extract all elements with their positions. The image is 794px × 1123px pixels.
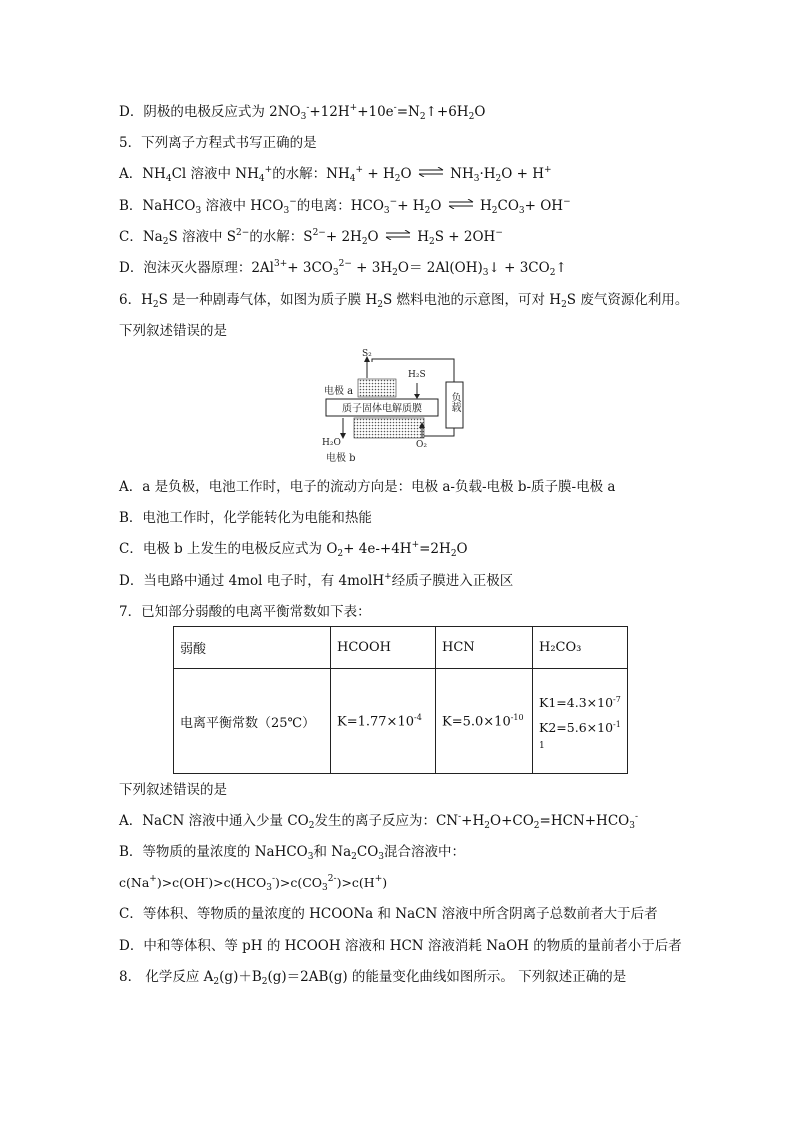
q6-stem-2: 下列叙述错误的是 — [119, 323, 227, 339]
q5-option-b: B．NaHCO$_3$ 溶液中 $HCO_3^-$的电离：$HCO_3^-+ H_2O$ $H_2CO_3+ OH^-$ — [119, 197, 571, 216]
q5-option-a: A．$NH_4Cl$ 溶液中 $NH_4^+$的水解：$NH_4^+ + H_2O$ $NH_3\cdot H_2O + H^+$ — [119, 165, 552, 184]
table-header-cell: HCN — [436, 627, 533, 669]
q7-option-b: B．等物质的量浓度的 NaHCO$_3$和 $Na_2CO_3$混合溶液中： — [119, 844, 466, 862]
q7-option-b-inequality: $c(Na^+)>c(OH^-)>c(HCO_3^-)>c(CO_3^{2-})>c(H^+)$ — [119, 874, 388, 893]
h2s-label: H₂S — [408, 370, 426, 380]
s2-label: S₂ — [362, 349, 372, 359]
q6-stem: 6．$H_2S$ 是一种剧毒气体，如图为质子膜 $H_2S$ 燃料电池的示意图，可对 $H_2S$ 废气资源化利用。 — [119, 292, 689, 310]
q6-option-c: C．电极 b 上发生的电极反应式为 $O_2+ 4e-+4H^+=2H_2O$ — [119, 540, 468, 559]
q7-stem: 7．已知部分弱酸的电离平衡常数如下表： — [119, 604, 371, 620]
load-label: 负载 — [449, 392, 460, 412]
equilibrium-arrow-icon — [385, 230, 411, 240]
q7-stem-2: 下列叙述错误的是 — [119, 782, 227, 798]
q5-stem: 5．下列离子方程式书写正确的是 — [119, 135, 317, 151]
h2o-label: H₂O — [322, 438, 341, 448]
q4-option-d: D．阴极的电极反应式为 $2NO_3^-+12H^++10e^-=N_2↑+6H_2O$ — [119, 103, 486, 122]
table-row — [174, 669, 628, 774]
equilibrium-arrow-icon — [448, 199, 474, 209]
q6-option-b: B．电池工作时，化学能转化为电能和热能 — [119, 510, 372, 526]
q7-option-c: C．等体积、等物质的量浓度的 HCOONa 和 NaCN 溶液中所含阴离子总数前者大于后者 — [119, 906, 658, 922]
q5-option-d: D．泡沫灭火器原理：$2Al^{3+}+ 3CO_3^{2-} + 3H_2O=$ $2Al(OH)_3↓$ + $3CO_2↑$ — [119, 259, 567, 278]
table-cell-hcn: $K=5.0\times 10^{-10}$ — [436, 669, 533, 774]
o2-label: O₂ — [416, 440, 427, 450]
q7-option-d: D．中和等体积、等 pH 的 HCOOH 溶液和 HCN 溶液消耗 NaOH 的物质的量前者小于后者 — [119, 938, 682, 954]
equilibrium-arrow-icon — [418, 167, 444, 177]
table-cell-hcooh: $K=1.77\times 10^{-4}$ — [331, 669, 436, 774]
membrane-label: 质子固体电解质膜 — [342, 403, 422, 415]
table-row-label: 电离平衡常数（25℃） — [174, 669, 331, 774]
q7-option-a: A．NaCN 溶液中通入少量 $CO_2$发生的离子反应为：$CN^-+H_2O+CO_2=HCN+HCO_3^-$ — [119, 812, 639, 831]
table-header-cell: H₂CO₃ — [533, 627, 628, 669]
table-cell-h2co3: $K1=4.3\times 10^{-7}$ $K2=5.6\times 10^{-1}$ 1 — [533, 669, 628, 774]
q6-option-d: D．当电路中通过 4mol 电子时，有 4molH+经质子膜进入正极区 — [119, 572, 514, 589]
electrode-b-label: 电极 b — [326, 453, 356, 464]
q5-option-c: C．$Na_2S$ 溶液中 $S^{2-}$的水解：$S^{2-}+ 2H_2O$ $H_2S + 2OH^-$ — [119, 228, 503, 247]
q8-stem: 8． 化学反应 $A_2(g)+B_2(g)=2AB(g)$ 的能量变化曲线如图所示。 下列叙述正确的是 — [119, 969, 627, 987]
table-header-row — [174, 627, 628, 669]
ionization-constant-table — [173, 626, 628, 774]
q6-option-a: A．a 是负极，电池工作时，电子的流动方向是：电极 a-负载-电极 b-质子膜-电极 a — [119, 479, 616, 495]
fuel-cell-diagram — [320, 346, 470, 466]
table-header-cell: HCOOH — [331, 627, 436, 669]
electrode-a-label: 电极 a — [324, 386, 354, 397]
table-header-cell: 弱酸 — [174, 627, 331, 669]
